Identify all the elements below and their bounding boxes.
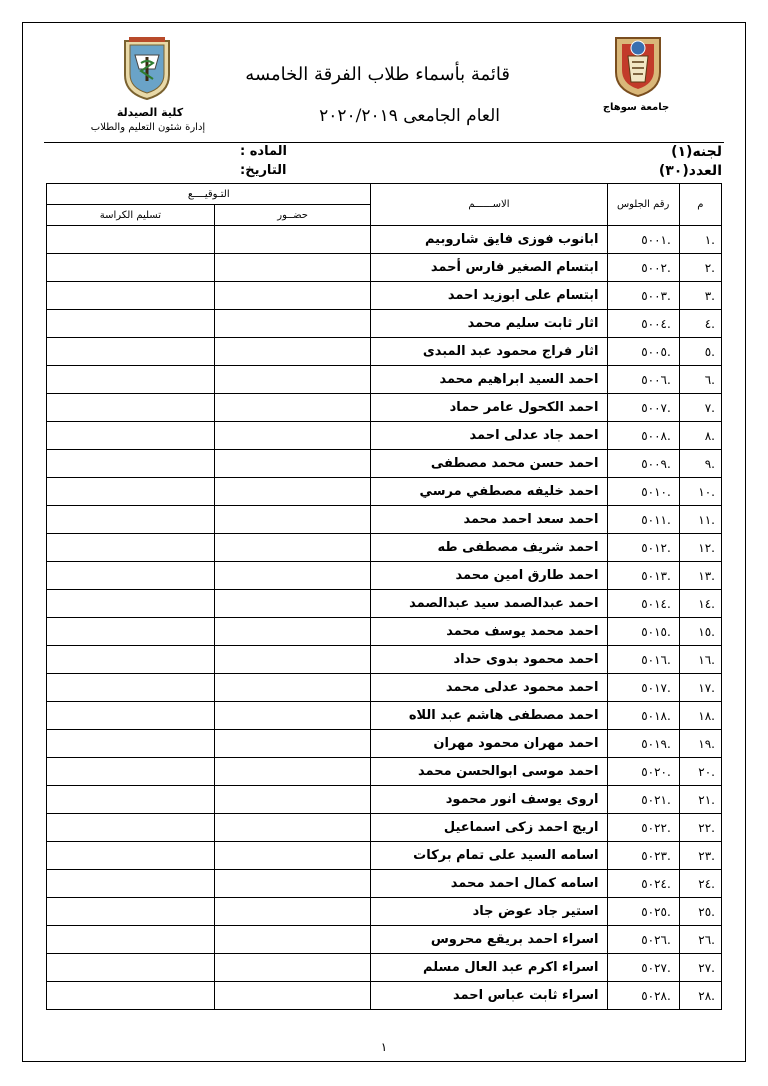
student-name: اثار ثابت سليم محمد	[371, 310, 607, 338]
handover-cell	[47, 506, 215, 534]
attendance-cell	[214, 366, 371, 394]
row-number: .٢١	[679, 786, 721, 814]
student-name: اسراء احمد بريقع محروس	[371, 926, 607, 954]
handover-cell	[47, 366, 215, 394]
handover-cell	[47, 534, 215, 562]
seat-number: .٥٠٠١	[607, 226, 679, 254]
attendance-cell	[214, 310, 371, 338]
seat-number: .٥٠٠٦	[607, 366, 679, 394]
student-name: احمد الكحول عامر حماد	[371, 394, 607, 422]
student-name: احمد طارق امين محمد	[371, 562, 607, 590]
table-row	[47, 814, 722, 842]
handover-cell	[47, 450, 215, 478]
handover-cell	[47, 870, 215, 898]
attendance-cell	[214, 674, 371, 702]
attendance-cell	[214, 842, 371, 870]
handover-cell	[47, 226, 215, 254]
handover-cell	[47, 674, 215, 702]
handover-cell	[47, 478, 215, 506]
table-row	[47, 954, 722, 982]
table-row	[47, 478, 722, 506]
seat-number: .٥٠٠٤	[607, 310, 679, 338]
table-row	[47, 590, 722, 618]
row-number: .٢٢	[679, 814, 721, 842]
seat-number: .٥٠١٣	[607, 562, 679, 590]
student-name: ابانوب فوزى فايق شاروبيم	[371, 226, 607, 254]
handover-cell	[47, 338, 215, 366]
attendance-cell	[214, 562, 371, 590]
table-row	[47, 310, 722, 338]
table-row	[47, 702, 722, 730]
student-name: احمد شريف مصطفى طه	[371, 534, 607, 562]
table-row	[47, 226, 722, 254]
col-header-seat: رقم الجلوس	[607, 184, 679, 226]
header-divider	[44, 142, 724, 143]
seat-number: .٥٠٢٨	[607, 982, 679, 1010]
handover-cell	[47, 310, 215, 338]
table-row	[47, 982, 722, 1010]
table-row	[47, 562, 722, 590]
university-name: جامعة سوهاج	[602, 102, 670, 113]
seat-number: .٥٠٢٠	[607, 758, 679, 786]
attendance-cell	[214, 478, 371, 506]
date-label: التاريخ:	[240, 163, 287, 178]
student-count: العدد(٣٠)	[658, 163, 722, 179]
attendance-cell	[214, 506, 371, 534]
row-number: .١٨	[679, 702, 721, 730]
attendance-cell	[214, 982, 371, 1010]
subject-label: الماده :	[240, 144, 288, 159]
table-row	[47, 282, 722, 310]
student-name: اسراء ثابت عباس احمد	[371, 982, 607, 1010]
handover-cell	[47, 590, 215, 618]
attendance-cell	[214, 254, 371, 282]
attendance-cell	[214, 730, 371, 758]
student-roster-table	[46, 183, 722, 1010]
table-row	[47, 450, 722, 478]
table-row	[47, 618, 722, 646]
row-number: .٢٠	[679, 758, 721, 786]
table-row	[47, 898, 722, 926]
seat-number: .٥٠١٥	[607, 618, 679, 646]
handover-cell	[47, 394, 215, 422]
row-number: .٢٨	[679, 982, 721, 1010]
attendance-cell	[214, 618, 371, 646]
row-number: .١٩	[679, 730, 721, 758]
row-number: .٢٧	[679, 954, 721, 982]
faculty-of-pharmacy-logo	[121, 35, 173, 101]
student-name: اثار فراج محمود عبد المبدى	[371, 338, 607, 366]
student-name: اريج احمد زكى اسماعيل	[371, 814, 607, 842]
table-row	[47, 366, 722, 394]
attendance-cell	[214, 758, 371, 786]
seat-number: .٥٠١٤	[607, 590, 679, 618]
student-name: احمد خليفه مصطفي مرسي	[371, 478, 607, 506]
seat-number: .٥٠٢٧	[607, 954, 679, 982]
seat-number: .٥٠١٨	[607, 702, 679, 730]
col-header-attendance: حضــور	[214, 205, 371, 226]
seat-number: .٥٠١٠	[607, 478, 679, 506]
sohag-university-logo	[612, 32, 664, 98]
col-header-handover: تسليم الكراسة	[47, 205, 215, 226]
student-name: احمد مهران محمود مهران	[371, 730, 607, 758]
row-number: .٨	[679, 422, 721, 450]
attendance-cell	[214, 422, 371, 450]
row-number: .١٥	[679, 618, 721, 646]
row-number: .٤	[679, 310, 721, 338]
table-row	[47, 506, 722, 534]
table-row	[47, 422, 722, 450]
page-number: ١	[380, 1040, 388, 1054]
attendance-cell	[214, 534, 371, 562]
handover-cell	[47, 786, 215, 814]
roster-body	[47, 226, 722, 1010]
table-row	[47, 926, 722, 954]
academic-year: العام الجامعى ٢٠٢٠/٢٠١٩	[319, 106, 500, 126]
row-number: .٩	[679, 450, 721, 478]
handover-cell	[47, 254, 215, 282]
seat-number: .٥٠١٧	[607, 674, 679, 702]
handover-cell	[47, 982, 215, 1010]
table-row	[47, 730, 722, 758]
department-name: إدارة شئون التعليم والطلاب	[90, 122, 206, 133]
handover-cell	[47, 898, 215, 926]
student-name: استير جاد عوض جاد	[371, 898, 607, 926]
table-row	[47, 534, 722, 562]
handover-cell	[47, 646, 215, 674]
table-row	[47, 646, 722, 674]
attendance-cell	[214, 898, 371, 926]
table-row	[47, 394, 722, 422]
row-number: .١٧	[679, 674, 721, 702]
table-row	[47, 870, 722, 898]
attendance-cell	[214, 702, 371, 730]
seat-number: .٥٠٢٤	[607, 870, 679, 898]
handover-cell	[47, 842, 215, 870]
student-name: اروى يوسف انور محمود	[371, 786, 607, 814]
handover-cell	[47, 702, 215, 730]
col-header-name: الاســــــم	[371, 184, 607, 226]
row-number: .٣	[679, 282, 721, 310]
document-title: قائمة بأسماء طلاب الفرقة الخامسه	[245, 64, 510, 85]
attendance-cell	[214, 394, 371, 422]
row-number: .١٠	[679, 478, 721, 506]
student-name: احمد مصطفى هاشم عبد اللاه	[371, 702, 607, 730]
row-number: .١٤	[679, 590, 721, 618]
row-number: .٧	[679, 394, 721, 422]
attendance-cell	[214, 926, 371, 954]
attendance-cell	[214, 786, 371, 814]
row-number: .١	[679, 226, 721, 254]
seat-number: .٥٠٢٢	[607, 814, 679, 842]
row-number: .١٢	[679, 534, 721, 562]
handover-cell	[47, 730, 215, 758]
attendance-cell	[214, 282, 371, 310]
seat-number: .٥٠٢١	[607, 786, 679, 814]
student-name: ابتسام على ابوزيد احمد	[371, 282, 607, 310]
row-number: .١٣	[679, 562, 721, 590]
student-name: احمد محمود عدلى محمد	[371, 674, 607, 702]
seat-number: .٥٠٠٢	[607, 254, 679, 282]
table-row	[47, 254, 722, 282]
col-header-signature: التـوقيــــع	[47, 184, 371, 205]
seat-number: .٥٠٠٩	[607, 450, 679, 478]
row-number: .٦	[679, 366, 721, 394]
table-row	[47, 758, 722, 786]
handover-cell	[47, 814, 215, 842]
table-row	[47, 674, 722, 702]
table-row	[47, 786, 722, 814]
handover-cell	[47, 926, 215, 954]
attendance-cell	[214, 954, 371, 982]
row-number: .١٦	[679, 646, 721, 674]
student-name: ابتسام الصغير فارس أحمد	[371, 254, 607, 282]
faculty-name: كلية الصيدلة	[116, 106, 184, 119]
seat-number: .٥٠٢٦	[607, 926, 679, 954]
handover-cell	[47, 618, 215, 646]
table-row	[47, 338, 722, 366]
attendance-cell	[214, 646, 371, 674]
attendance-cell	[214, 338, 371, 366]
row-number: .٢٣	[679, 842, 721, 870]
student-name: احمد السيد ابراهيم محمد	[371, 366, 607, 394]
student-name: احمد جاد عدلى احمد	[371, 422, 607, 450]
seat-number: .٥٠١١	[607, 506, 679, 534]
seat-number: .٥٠٠٨	[607, 422, 679, 450]
student-name: احمد حسن محمد مصطفى	[371, 450, 607, 478]
attendance-cell	[214, 814, 371, 842]
seat-number: .٥٠٢٣	[607, 842, 679, 870]
student-name: اسراء اكرم عبد العال مسلم	[371, 954, 607, 982]
student-name: احمد عبدالصمد سيد عبدالصمد	[371, 590, 607, 618]
student-name: احمد محمود بدوى حداد	[371, 646, 607, 674]
seat-number: .٥٠٠٧	[607, 394, 679, 422]
attendance-cell	[214, 450, 371, 478]
seat-number: .٥٠٢٥	[607, 898, 679, 926]
seat-number: .٥٠٠٥	[607, 338, 679, 366]
student-name: احمد موسى ابوالحسن محمد	[371, 758, 607, 786]
student-name: اسامه كمال احمد محمد	[371, 870, 607, 898]
student-name: احمد سعد احمد محمد	[371, 506, 607, 534]
seat-number: .٥٠١٢	[607, 534, 679, 562]
seat-number: .٥٠١٦	[607, 646, 679, 674]
handover-cell	[47, 562, 215, 590]
handover-cell	[47, 422, 215, 450]
row-number: .١١	[679, 506, 721, 534]
handover-cell	[47, 758, 215, 786]
row-number: .٥	[679, 338, 721, 366]
attendance-cell	[214, 226, 371, 254]
committee-label: لجنه(١)	[671, 144, 722, 160]
seat-number: .٥٠٠٣	[607, 282, 679, 310]
row-number: .٢	[679, 254, 721, 282]
row-number: .٢٤	[679, 870, 721, 898]
row-number: .٢٦	[679, 926, 721, 954]
col-header-num: م	[679, 184, 721, 226]
seat-number: .٥٠١٩	[607, 730, 679, 758]
row-number: .٢٥	[679, 898, 721, 926]
attendance-cell	[214, 590, 371, 618]
handover-cell	[47, 282, 215, 310]
handover-cell	[47, 954, 215, 982]
table-row	[47, 842, 722, 870]
attendance-cell	[214, 870, 371, 898]
student-name: اسامه السيد على تمام بركات	[371, 842, 607, 870]
student-name: احمد محمد يوسف محمد	[371, 618, 607, 646]
